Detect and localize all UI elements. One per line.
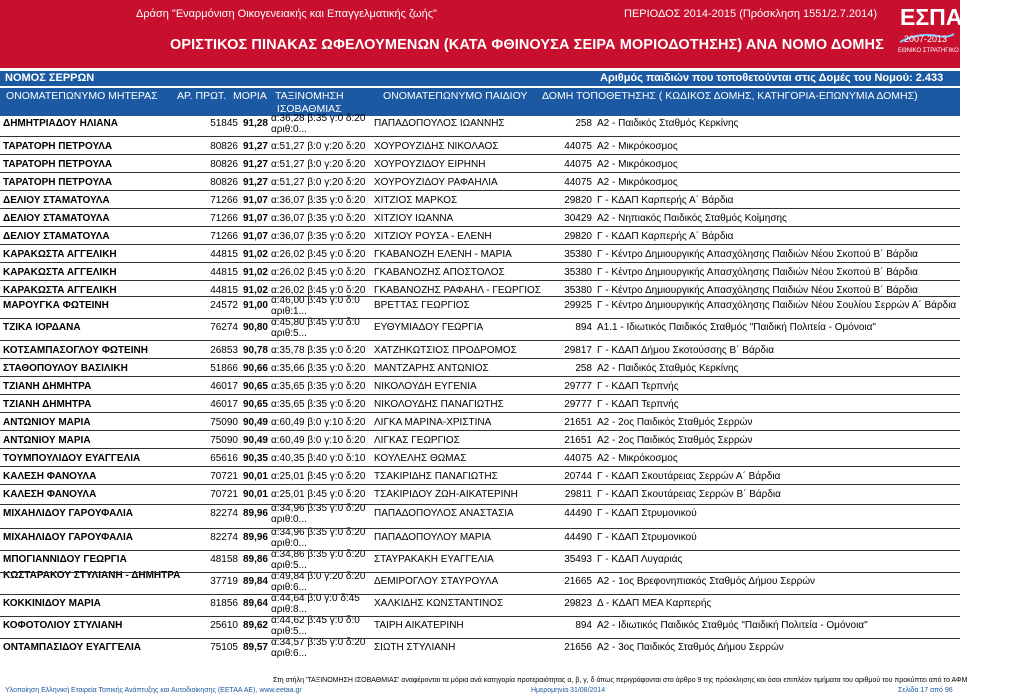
structure-code: 21651 (564, 417, 592, 428)
protocol-number: 80826 (210, 141, 238, 152)
child-name: ΧΟΥΡΟΥΖΙΔΗΣ ΝΙΚΟΛΑΟΣ (374, 141, 499, 152)
row-divider (0, 358, 960, 359)
child-name: ΧΙΤΖΙΟΣ ΜΑΡΚΟΣ (374, 195, 458, 206)
row-divider (0, 340, 960, 341)
mother-name: ΚΑΛΕΣΗ ΦΑΝΟΥΛΑ (3, 489, 97, 500)
child-name: ΤΣΑΚΙΡΙΔΟΥ ΖΩΗ-ΑΙΚΑΤΕΡΙΝΗ (374, 489, 518, 500)
tie-break-values: α:35,78 β:35 γ:0 δ:20 (271, 345, 366, 356)
mother-name: ΜΠΟΓΙΑΝΝΙΔΟΥ ΓΕΩΡΓΙΑ (3, 554, 127, 565)
structure-name: Γ - Κέντρο Δημιουργικής Απασχόλησης Παιδιών Νέου Σκοπού Β΄ Βάρδια (597, 249, 918, 260)
espa-logo (898, 4, 1019, 60)
row-divider (0, 280, 960, 281)
points: 91,27 (242, 177, 268, 188)
points: 90,49 (242, 435, 268, 446)
mother-name: ΑΝΤΩΝΙΟΥ ΜΑΡΙΑ (3, 417, 91, 428)
tie-break-classification (271, 637, 371, 659)
mother-name: ΚΑΡΑΚΩΣΤΑ ΑΓΓΕΛΙΚΗ (3, 285, 117, 296)
tie-break-values: α:25,01 β:45 γ:0 δ:20 (271, 489, 366, 500)
protocol-number: 65616 (210, 453, 238, 464)
points: 91,07 (242, 231, 268, 242)
tie-break-values: α:26,02 β:45 γ:0 δ:20 (271, 285, 366, 296)
child-name: ΕΥΘΥΜΙΑΔΟΥ ΓΕΩΡΓΙΑ (374, 322, 484, 333)
structure-code: 35493 (564, 554, 592, 565)
mother-name: ΔΗΜΗΤΡΙΑΔΟΥ ΗΛΙΑΝΑ (3, 118, 118, 129)
col-child-header: ΟΝΟΜΑΤΕΠΩΝΥΜΟ ΠΑΙΔΙΟΥ (383, 90, 528, 102)
row-divider (0, 190, 960, 191)
child-name: ΝΙΚΟΛΟΥΔΗ ΕΥΓΕΝΙΑ (374, 381, 477, 392)
row-divider (0, 638, 960, 639)
period-label: ΠΕΡΙΟΔΟΣ 2014-2015 (Πρόσκληση 1551/2.7.2014) (624, 8, 878, 20)
structure-code: 44075 (564, 177, 592, 188)
tie-break-values: α:49,84 β:0 γ:20 δ:20 (271, 571, 366, 582)
tie-break-classification (271, 249, 371, 260)
points: 91,00 (242, 300, 268, 311)
child-name: ΤΣΑΚΙΡΙΔΗΣ ΠΑΝΑΓΙΩΤΗΣ (374, 471, 498, 482)
tie-break-values: α:60,49 β:0 γ:10 δ:20 (271, 417, 366, 428)
structure-code: 258 (575, 118, 592, 129)
tie-break-values: α:34,96 β:35 γ:0 δ:20 (271, 503, 366, 514)
structure-name: Γ - ΚΔΑΠ Δήμου Σκοτούσσης Β΄ Βάρδια (597, 345, 774, 356)
mother-name: ΤΑΡΑΤΟΡΗ ΠΕΤΡΟΥΛΑ (3, 177, 113, 188)
child-name: ΓΚΑΒΑΝΟΖΗ ΕΛΕΝΗ - ΜΑΡΙΑ (374, 249, 512, 260)
structure-name: Α2 - Μικρόκοσμος (597, 453, 678, 464)
tie-break-classification (271, 363, 371, 374)
tie-break-afm: αριθ:5... (271, 560, 307, 571)
protocol-number: 46017 (210, 399, 238, 410)
structure-name: Α2 - Νηπιακός Παιδικός Σταθμός Κοίμησης (597, 213, 787, 224)
row-divider (0, 244, 960, 245)
protocol-number: 46017 (210, 381, 238, 392)
mother-name: ΔΕΛΙΟΥ ΣΤΑΜΑΤΟΥΛΑ (3, 195, 110, 206)
row-divider (0, 594, 960, 595)
espa-logo-text: ΕΣΠΑ (900, 4, 963, 30)
points: 90,66 (242, 363, 268, 374)
points: 91,02 (242, 267, 268, 278)
row-divider (0, 172, 960, 173)
structure-name: Α2 - 2ος Παιδικός Σταθμός Σερρών (597, 417, 753, 428)
tie-break-classification (271, 177, 371, 188)
protocol-number: 71266 (210, 195, 238, 206)
structure-code: 29777 (564, 399, 592, 410)
child-name: ΧΙΤΖΙΟΥ ΡΟΥΣΑ - ΕΛΕΝΗ (374, 231, 492, 242)
points: 89,57 (242, 642, 268, 653)
mother-name: ΤΟΥΜΠΟΥΛΙΔΟΥ ΕΥΑΓΓΕΛΙΑ (3, 453, 141, 464)
structure-name: Α2 - Μικρόκοσμος (597, 177, 678, 188)
child-name: ΧΑΛΚΙΔΗΣ ΚΩΝΣΤΑΝΤΙΝΟΣ (374, 598, 504, 609)
structure-code: 29777 (564, 381, 592, 392)
child-name: ΔΕΜΙΡΟΓΛΟΥ ΣΤΑΥΡΟΥΛΑ (374, 576, 499, 587)
child-name: ΓΚΑΒΑΝΟΖΗΣ ΑΠΟΣΤΟΛΟΣ (374, 267, 505, 278)
structure-code: 894 (575, 620, 592, 631)
structure-name: Γ - ΚΔΑΠ Τερπνής (597, 399, 679, 410)
mother-name: ΤΖΙΑΝΗ ΔΗΜΗΤΡΑ (3, 399, 92, 410)
structure-name: Γ - Κέντρο Δημιουργικής Απασχόλησης Παιδιών Νέου Σουλίου Σερρών Α΄ Βάρδια (597, 300, 957, 311)
points: 91,07 (242, 195, 268, 206)
structure-name: Γ - ΚΔΑΠ Καρπερής Α΄ Βάρδια (597, 195, 734, 206)
footer-date: Ημερομηνία 31/08/2014 (531, 687, 606, 694)
tie-break-values: α:45,80 β:45 γ:0 δ:0 (271, 317, 360, 328)
mother-name: ΤΑΡΑΤΟΡΗ ΠΕΤΡΟΥΛΑ (3, 159, 113, 170)
structure-code: 29823 (564, 598, 592, 609)
structure-code: 894 (575, 322, 592, 333)
points: 90,78 (242, 345, 268, 356)
tie-break-afm: αριθ:0... (271, 514, 307, 525)
points: 91,07 (242, 213, 268, 224)
tie-break-classification (271, 295, 371, 317)
structure-name: Α1.1 - Ιδιωτικός Παιδικός Σταθμός "Παιδική Πολιτεία - Ομόνοια" (597, 322, 876, 333)
protocol-number: 37719 (210, 576, 238, 587)
tie-break-classification (271, 615, 371, 637)
tie-break-classification (271, 381, 371, 392)
mother-name: ΑΝΤΩΝΙΟΥ ΜΑΡΙΑ (3, 435, 91, 446)
child-name: ΚΟΥΛΕΛΗΣ ΘΩΜΑΣ (374, 453, 467, 464)
table-header (0, 88, 960, 116)
mother-name: ΚΑΛΕΣΗ ΦΑΝΟΥΛΑ (3, 471, 97, 482)
structure-name: Α2 - Παιδικός Σταθμός Κερκίνης (597, 363, 739, 374)
tie-break-classification (271, 213, 371, 224)
row-divider (0, 430, 960, 431)
structure-code: 29925 (564, 300, 592, 311)
structure-code: 29817 (564, 345, 592, 356)
protocol-number: 80826 (210, 177, 238, 188)
structure-name: Γ - ΚΔΑΠ Στρυμονικού (597, 508, 697, 519)
row-divider (0, 226, 960, 227)
points: 89,62 (242, 620, 268, 631)
children-count-label: Αριθμός παιδιών που τοποθετούνται στις Δομές του Νομού: 2.433 (600, 72, 944, 84)
points: 91,27 (242, 141, 268, 152)
tie-break-classification (271, 113, 371, 135)
child-name: ΧΟΥΡΟΥΖΙΔΟΥ ΡΑΦΑΗΛΙΑ (374, 177, 498, 188)
structure-code: 35380 (564, 267, 592, 278)
points: 89,86 (242, 554, 268, 565)
row-divider (0, 484, 960, 485)
tie-break-values: α:44,62 β:45 γ:0 δ:0 (271, 615, 360, 626)
tie-break-values: α:36,07 β:35 γ:0 δ:20 (271, 195, 366, 206)
row-divider (0, 318, 960, 319)
tie-break-classification (271, 527, 371, 549)
tie-break-classification (271, 471, 371, 482)
protocol-number: 51866 (210, 363, 238, 374)
structure-name: Α2 - Ιδιωτικός Παιδικός Σταθμός "Παιδική Πολιτεία - Ομόνοια" (597, 620, 868, 631)
tie-break-values: α:35,66 β:35 γ:0 δ:20 (271, 363, 366, 374)
protocol-number: 75090 (210, 417, 238, 428)
espa-years: 2007-2013 (904, 34, 948, 44)
mother-name: ΜΙΧΑΗΛΙΔΟΥ ΓΑΡΟΥΦΑΛΙΑ (3, 532, 133, 543)
points: 90,65 (242, 399, 268, 410)
structure-name: Α2 - Παιδικός Σταθμός Κερκίνης (597, 118, 739, 129)
structure-name: Γ - ΚΔΑΠ Σκουτάρειας Σερρών Β΄ Βάρδια (597, 489, 781, 500)
tie-break-values: α:34,96 β:35 γ:0 δ:20 (271, 527, 366, 538)
tie-break-values: α:51,27 β:0 γ:20 δ:20 (271, 141, 366, 152)
protocol-number: 70721 (210, 489, 238, 500)
child-name: ΠΑΠΑΔΟΠΟΥΛΟΣ ΙΩΑΝΝΗΣ (374, 118, 505, 129)
mother-name: ΤΑΡΑΤΟΡΗ ΠΕΤΡΟΥΛΑ (3, 141, 113, 152)
mother-name: ΟΝΤΑΜΠΑΣΙΔΟΥ ΕΥΑΓΓΕΛΙΑ (3, 642, 142, 653)
tie-break-values: α:36,28 β:35 γ:0 δ:20 (271, 113, 366, 124)
col-taxinomisi-line1: ΤΑΞΙΝΟΜΗΣΗ (275, 90, 344, 102)
protocol-number: 25610 (210, 620, 238, 631)
row-divider (0, 466, 960, 467)
row-divider (0, 572, 960, 573)
nomos-label: ΝΟΜΟΣ ΣΕΡΡΩΝ (5, 72, 95, 84)
structure-code: 29820 (564, 195, 592, 206)
tie-break-values: α:26,02 β:45 γ:0 δ:20 (271, 267, 366, 278)
tie-break-afm: αριθ:5... (271, 328, 307, 339)
tie-break-values: α:26,02 β:45 γ:0 δ:20 (271, 249, 366, 260)
structure-code: 44075 (564, 453, 592, 464)
child-name: ΤΑΙΡΗ ΑΙΚΑΤΕΡΙΝΗ (374, 620, 464, 631)
tie-break-afm: αριθ:6... (271, 648, 307, 659)
structure-code: 35380 (564, 285, 592, 296)
protocol-number: 82274 (210, 532, 238, 543)
points: 90,01 (242, 489, 268, 500)
tie-break-classification (271, 417, 371, 428)
tie-break-values: α:51,27 β:0 γ:20 δ:20 (271, 159, 366, 170)
tie-break-values: α:35,65 β:35 γ:0 δ:20 (271, 381, 366, 392)
protocol-number: 44815 (210, 249, 238, 260)
protocol-number: 71266 (210, 213, 238, 224)
protocol-number: 82274 (210, 508, 238, 519)
tie-break-classification (271, 571, 371, 593)
protocol-number: 75090 (210, 435, 238, 446)
tie-break-afm: αριθ:0... (271, 538, 307, 549)
child-name: ΓΚΑΒΑΝΟΖΗΣ ΡΑΦΑΗΛ - ΓΕΩΡΓΙΟΣ (374, 285, 541, 296)
tie-break-classification (271, 231, 371, 242)
row-divider (0, 262, 960, 263)
structure-code: 44490 (564, 508, 592, 519)
points: 89,84 (242, 576, 268, 587)
points: 91,28 (242, 118, 268, 129)
tie-break-values: α:36,07 β:35 γ:0 δ:20 (271, 231, 366, 242)
tie-break-values: α:46,00 β:45 γ:0 δ:0 (271, 295, 360, 306)
points: 91,27 (242, 159, 268, 170)
points: 89,64 (242, 598, 268, 609)
child-name: ΠΑΠΑΔΟΠΟΥΛΟΥ ΜΑΡΙΑ (374, 532, 491, 543)
tie-break-classification (271, 267, 371, 278)
col-domi-header: ΔΟΜΗ ΤΟΠΟΘΕΤΗΣΗΣ ( ΚΩΔΙΚΟΣ ΔΟΜΗΣ, ΚΑΤΗΓΟΡΙΑ-ΕΠΩΝΥΜΙΑ ΔΟΜΗΣ) (542, 90, 918, 102)
protocol-number: 26853 (210, 345, 238, 356)
tie-break-classification (271, 593, 371, 615)
points: 90,35 (242, 453, 268, 464)
tie-break-values: α:35,65 β:35 γ:0 δ:20 (271, 399, 366, 410)
child-name: ΣΤΑΥΡΑΚΑΚΗ ΕΥΑΓΓΕΛΙΑ (374, 554, 494, 565)
structure-name: Α2 - 1ος Βρεφονηπιακός Σταθμός Δήμου Σερρών (597, 576, 816, 587)
row-divider (0, 154, 960, 155)
child-name: ΧΟΥΡΟΥΖΙΔΟΥ ΕΙΡΗΝΗ (374, 159, 486, 170)
mother-name: ΜΙΧΑΗΛΙΔΟΥ ΓΑΡΟΥΦΑΛΙΑ (3, 508, 133, 519)
row-divider (0, 394, 960, 395)
tie-break-afm: αριθ:6... (271, 582, 307, 593)
mother-name: ΤΖΙΚΑ ΙΟΡΔΑΝΑ (3, 322, 81, 333)
structure-name: Γ - ΚΔΑΠ Καρπερής Α΄ Βάρδια (597, 231, 734, 242)
structure-name: Γ - Κέντρο Δημιουργικής Απασχόλησης Παιδιών Νέου Σκοπού Β΄ Βάρδια (597, 285, 918, 296)
col-ar-header: ΑΡ. ΠΡΩΤ. (177, 90, 227, 102)
structure-code: 21656 (564, 642, 592, 653)
tie-break-values: α:34,57 β:35 γ:0 δ:20 (271, 637, 366, 648)
structure-code: 258 (575, 363, 592, 374)
mother-name: ΤΖΙΑΝΗ ΔΗΜΗΤΡΑ (3, 381, 92, 392)
tie-break-values: α:40,35 β:40 γ:0 δ:10 (271, 453, 366, 464)
tie-break-classification (271, 435, 371, 446)
row-divider (0, 376, 960, 377)
mother-name: ΔΕΛΙΟΥ ΣΤΑΜΑΤΟΥΛΑ (3, 213, 110, 224)
points: 90,80 (242, 322, 268, 333)
structure-name: Γ - Κέντρο Δημιουργικής Απασχόλησης Παιδιών Νέου Σκοπού Β΄ Βάρδια (597, 267, 918, 278)
structure-code: 29811 (564, 489, 592, 500)
structure-code: 35380 (564, 249, 592, 260)
child-name: ΛΙΓΚΑ ΜΑΡΙΝΑ-ΧΡΙΣΤΙΝΑ (374, 417, 492, 428)
points: 90,65 (242, 381, 268, 392)
row-divider (0, 136, 960, 137)
points: 90,01 (242, 471, 268, 482)
mother-name: ΚΟΚΚΙΝΙΔΟΥ ΜΑΡΙΑ (3, 598, 101, 609)
structure-code: 20744 (564, 471, 592, 482)
mother-name: ΚΑΡΑΚΩΣΤΑ ΑΓΓΕΛΙΚΗ (3, 249, 117, 260)
tie-break-classification (271, 503, 371, 525)
top-banner (0, 0, 1019, 68)
structure-code: 44075 (564, 141, 592, 152)
tie-break-classification (271, 489, 371, 500)
row-divider (0, 208, 960, 209)
mother-name: ΔΕΛΙΟΥ ΣΤΑΜΑΤΟΥΛΑ (3, 231, 110, 242)
structure-name: Α2 - Μικρόκοσμος (597, 141, 678, 152)
protocol-number: 81856 (210, 598, 238, 609)
points: 91,02 (242, 249, 268, 260)
structure-name: Α2 - Μικρόκοσμος (597, 159, 678, 170)
tie-break-values: α:34,86 β:35 γ:0 δ:20 (271, 549, 366, 560)
footer-org: Υλοποίηση Ελληνική Εταιρεία Τοπικής Ανάπτυξης και Αυτοδιοίκησης (ΕΕΤΑΑ ΑΕ), www.eetaa.gr (5, 687, 302, 694)
espa-motto: ΕΘΝΙΚΟ ΣΤΡΑΤΗΓΙΚΟ ΠΛΑΙΣΙΟ ΑΝΑΦΟΡΑΣ (898, 48, 1019, 54)
child-name: ΧΑΤΖΗΚΩΤΣΙΟΣ ΠΡΟΔΡΟΜΟΣ (374, 345, 517, 356)
mother-name: ΣΤΑΘΟΠΟΥΛΟΥ ΒΑΣΙΛΙΚΗ (3, 363, 128, 374)
structure-code: 21651 (564, 435, 592, 446)
tie-break-classification (271, 399, 371, 410)
program-title: Δράση "Εναρμόνιση Οικογενειακής και Επαγγελματικής ζωής" (136, 8, 437, 20)
mother-name: ΚΑΡΑΚΩΣΤΑ ΑΓΓΕΛΙΚΗ (3, 267, 117, 278)
protocol-number: 44815 (210, 267, 238, 278)
row-divider (0, 296, 960, 297)
structure-name: Α2 - 2ος Παιδικός Σταθμός Σερρών (597, 435, 753, 446)
points: 89,96 (242, 532, 268, 543)
protocol-number: 51845 (210, 118, 238, 129)
child-name: ΣΙΩΤΗ ΣΤΥΛΙΑΝΗ (374, 642, 456, 653)
tie-break-afm: αριθ:0... (271, 124, 307, 135)
tie-break-classification (271, 345, 371, 356)
tie-break-values: α:36,07 β:35 γ:0 δ:20 (271, 213, 366, 224)
structure-name: Γ - ΚΔΑΠ Στρυμονικού (597, 532, 697, 543)
protocol-number: 44815 (210, 285, 238, 296)
protocol-number: 80826 (210, 159, 238, 170)
row-divider (0, 528, 960, 529)
row-divider (0, 412, 960, 413)
tie-break-afm: αριθ:5... (271, 626, 307, 637)
tie-break-values: α:51,27 β:0 γ:20 δ:20 (271, 177, 366, 188)
tie-break-classification (271, 453, 371, 464)
tie-break-values: α:60,49 β:0 γ:10 δ:20 (271, 435, 366, 446)
structure-name: Δ - ΚΔΑΠ ΜΕΑ Καρπερής (597, 598, 712, 609)
protocol-number: 48158 (210, 554, 238, 565)
tie-break-afm: αριθ:1... (271, 306, 307, 317)
structure-code: 29820 (564, 231, 592, 242)
child-name: ΠΑΠΑΔΟΠΟΥΛΟΣ ΑΝΑΣΤΑΣΙΑ (374, 508, 514, 519)
protocol-number: 76274 (210, 322, 238, 333)
row-divider (0, 504, 960, 505)
structure-name: Γ - ΚΔΑΠ Τερπνής (597, 381, 679, 392)
structure-name: Γ - ΚΔΑΠ Λυγαριάς (597, 554, 683, 565)
tie-break-values: α:44,64 β:0 γ:0 δ:45 (271, 593, 360, 604)
tie-break-afm: αριθ:8... (271, 604, 307, 615)
row-divider (0, 448, 960, 449)
tie-break-classification (271, 141, 371, 152)
mother-name: ΚΟΤΣΑΜΠΑΣΟΓΛΟΥ ΦΩΤΕΙΝΗ (3, 345, 148, 356)
col-moria-header: ΜΟΡΙΑ (233, 90, 267, 102)
tie-break-classification (271, 159, 371, 170)
mother-name: ΚΩΣΤΑΡΑΚΟΥ ΣΤΥΛΙΑΝΗ - ΔΗΜΗΤΡΑ (3, 570, 181, 581)
protocol-number: 75105 (210, 642, 238, 653)
structure-name: Α2 - 3ος Παιδικός Σταθμός Δήμου Σερρών (597, 642, 784, 653)
footer-note: Στη στήλη 'ΤΑΞΙΝΟΜΗΣΗ ΙΣΟΒΑΘΜΙΑΣ' αναφέρονται τα μόρια ανά κατηγορία προτεραιότητας α, β, γ, δ όπως περιγράφονται στο άρθρο 9 της πρόσκλησης και όσοι επιπλέον τιμήματα του αριθμού του προκύπτει από το ΑΦΜ (273, 677, 968, 684)
footer-page: Σελίδα 17 από 96 (898, 687, 953, 694)
protocol-number: 71266 (210, 231, 238, 242)
tie-break-classification (271, 549, 371, 571)
col-taxinomisi-line2: ΙΣΟΒΑΘΜΙΑΣ (276, 103, 342, 115)
nomos-bar (0, 71, 960, 86)
protocol-number: 24572 (210, 300, 238, 311)
col-mother-header: ΟΝΟΜΑΤΕΠΩΝΥΜΟ ΜΗΤΕΡΑΣ (6, 90, 158, 102)
row-divider (0, 616, 960, 617)
points: 90,49 (242, 417, 268, 428)
structure-name: Γ - ΚΔΑΠ Σκουτάρειας Σερρών Α΄ Βάρδια (597, 471, 781, 482)
mother-name: ΚΟΦΟΤΟΛΙΟΥ ΣΤΥΛΙΑΝΗ (3, 620, 123, 631)
page-title: ΟΡΙΣΤΙΚΟΣ ΠΙΝΑΚΑΣ ΩΦΕΛΟΥΜΕΝΩΝ (ΚΑΤΑ ΦΘΙΝΟΥΣΑ ΣΕΙΡΑ ΜΟΡΙΟΔΟΤΗΣΗΣ) ΑΝΑ ΝΟΜΟ ΔΟΜΗΣ (170, 37, 884, 53)
tie-break-classification (271, 195, 371, 206)
child-name: ΒΡΕΤΤΑΣ ΓΕΩΡΓΙΟΣ (374, 300, 470, 311)
mother-name: ΜΑΡΟΥΓΚΑ ΦΩΤΕΙΝΗ (3, 300, 109, 311)
row-divider (0, 550, 960, 551)
protocol-number: 70721 (210, 471, 238, 482)
structure-code: 30429 (564, 213, 592, 224)
child-name: ΜΑΝΤΖΑΡΗΣ ΑΝΤΩΝΙΟΣ (374, 363, 489, 374)
child-name: ΝΙΚΟΛΟΥΔΗΣ ΠΑΝΑΓΙΩΤΗΣ (374, 399, 504, 410)
points: 89,96 (242, 508, 268, 519)
points: 91,02 (242, 285, 268, 296)
structure-code: 44490 (564, 532, 592, 543)
structure-code: 44075 (564, 159, 592, 170)
child-name: ΛΙΓΚΑΣ ΓΕΩΡΓΙΟΣ (374, 435, 460, 446)
structure-code: 21665 (564, 576, 592, 587)
child-name: ΧΙΤΖΙΟΥ ΙΩΑΝΝΑ (374, 213, 454, 224)
tie-break-values: α:25,01 β:45 γ:0 δ:20 (271, 471, 366, 482)
tie-break-classification (271, 317, 371, 339)
